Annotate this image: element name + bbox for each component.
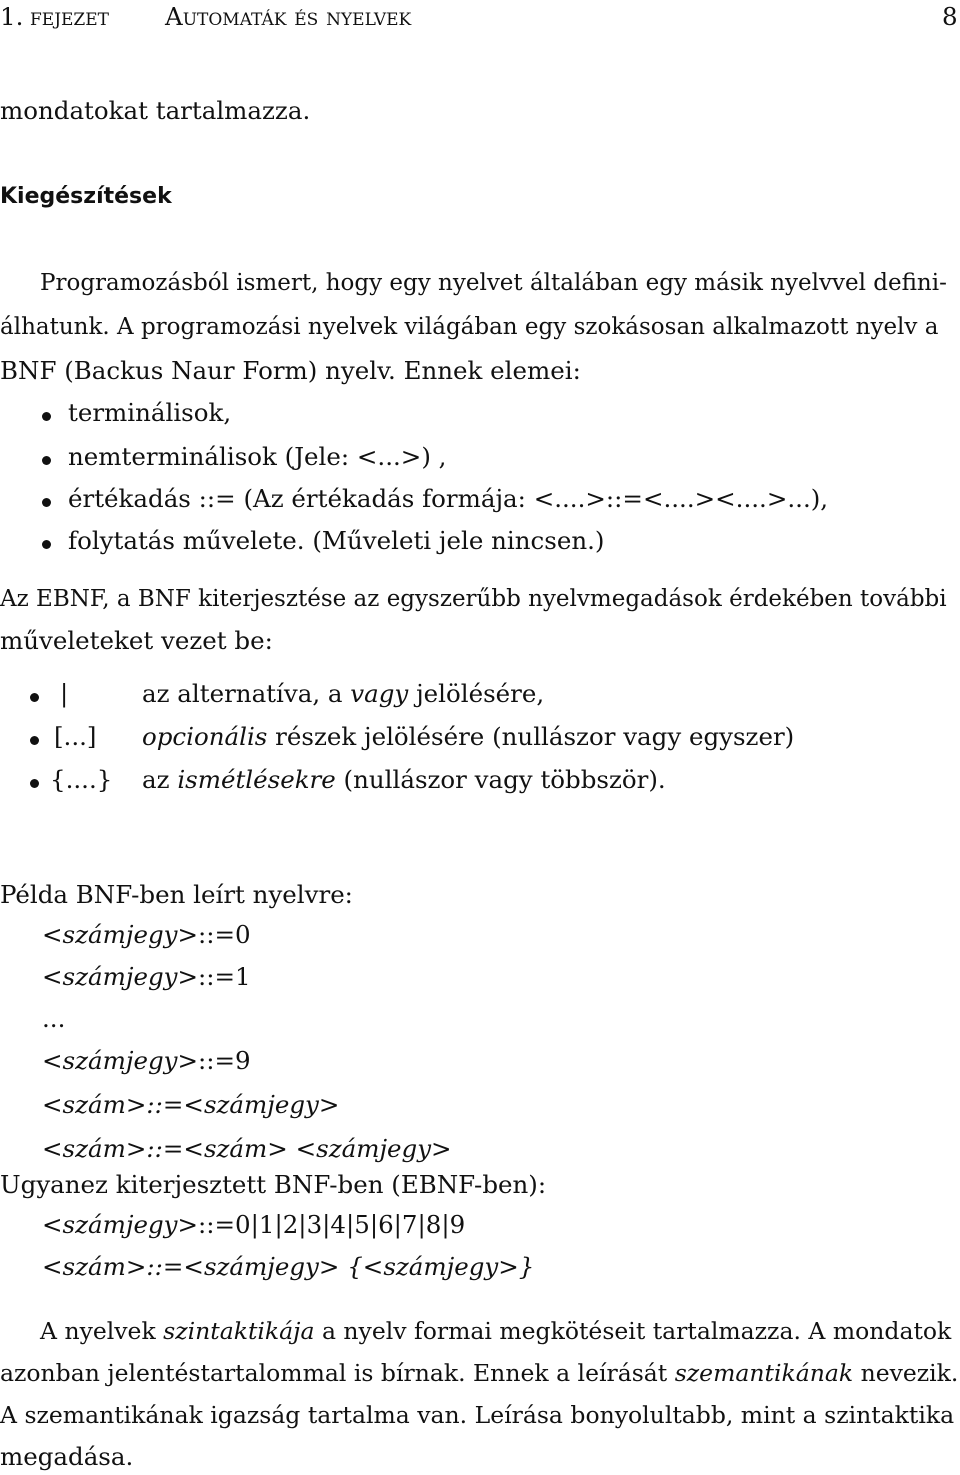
bnf-rule: <számjegy>::=1	[42, 962, 251, 991]
section-heading: Kiegészítések	[0, 184, 172, 209]
intro-tail: mondatokat tartalmazza.	[0, 96, 311, 125]
closing-line2: azonban jelentéstartalommal is bírnak. Ennek a leírását szemantikának nevezik.	[0, 1359, 959, 1387]
bnf-item: folytatás művelete. (Műveleti jele nincsen.)	[68, 526, 605, 555]
chapter-number: 1.	[0, 2, 24, 31]
bnf-rule-ellipsis: ...	[42, 1004, 66, 1033]
ebnf-symbol: |	[60, 679, 69, 708]
ebnf-description: az alternatíva, a vagy jelölésére,	[142, 679, 545, 708]
bnf-item: értékadás ::= (Az értékadás formája: <....>::=<....><....>...),	[68, 484, 829, 513]
bnf-rule: <szám>::=<számjegy>	[42, 1090, 340, 1119]
bullet-icon	[42, 412, 51, 421]
ebnf-rule: <szám>::=<számjegy> {<számjegy>}	[42, 1252, 535, 1281]
para2-line1: Az EBNF, a BNF kiterjesztése az egyszerűbb nyelvmegadások érdekében további	[0, 586, 947, 612]
bullet-icon	[30, 736, 39, 745]
bnf-rule: <szám>::=<szám> <számjegy>	[42, 1134, 452, 1163]
bnf-rule: <számjegy>::=9	[42, 1046, 251, 1075]
bnf-item: terminálisok,	[68, 398, 232, 427]
bnf-item: nemterminálisok (Jele: <...>) ,	[68, 442, 447, 471]
ebnf-rule: <számjegy>::=0|1|2|3|4|5|6|7|8|9	[42, 1210, 466, 1239]
chapter-word: fejezet	[30, 2, 109, 31]
closing-line3: A szemantikának igazság tartalma van. Leírása bonyolultabb, mint a szintaktika	[0, 1401, 955, 1429]
para1-line3: BNF (Backus Naur Form) nyelv. Ennek elemei:	[0, 356, 581, 385]
closing-line1: A nyelvek szintaktikája a nyelv formai megkötéseit tartalmazza. A mondatok	[40, 1317, 952, 1345]
ebnf-symbol: {....}	[50, 765, 113, 794]
bullet-icon	[30, 693, 39, 702]
page-number: 8	[942, 2, 958, 31]
ebnf-symbol: [...]	[54, 722, 97, 751]
bnf-rule: <számjegy>::=0	[42, 920, 251, 949]
para1-line2: álhatunk. A programozási nyelvek világában egy szokásosan alkalmazott nyelv a	[0, 314, 939, 340]
para1-line1: Programozásból ismert, hogy egy nyelvet általában egy másik nyelvvel defini-	[40, 270, 947, 296]
ebnf-description: opcionális részek jelölésére (nullászor vagy egyszer)	[142, 722, 795, 751]
bullet-icon	[30, 779, 39, 788]
bullet-icon	[42, 456, 51, 465]
bullet-icon	[42, 498, 51, 507]
bullet-icon	[42, 540, 51, 549]
example-intro: Példa BNF-ben leírt nyelvre:	[0, 880, 353, 909]
para2-line2: műveleteket vezet be:	[0, 626, 273, 655]
ebnf-intro: Ugyanez kiterjesztett BNF-ben (EBNF-ben):	[0, 1170, 547, 1199]
ebnf-description: az ismétlésekre (nullászor vagy többször).	[142, 765, 666, 794]
chapter-title: Automaták és nyelvek	[165, 2, 412, 31]
closing-line4: megadása.	[0, 1442, 134, 1471]
